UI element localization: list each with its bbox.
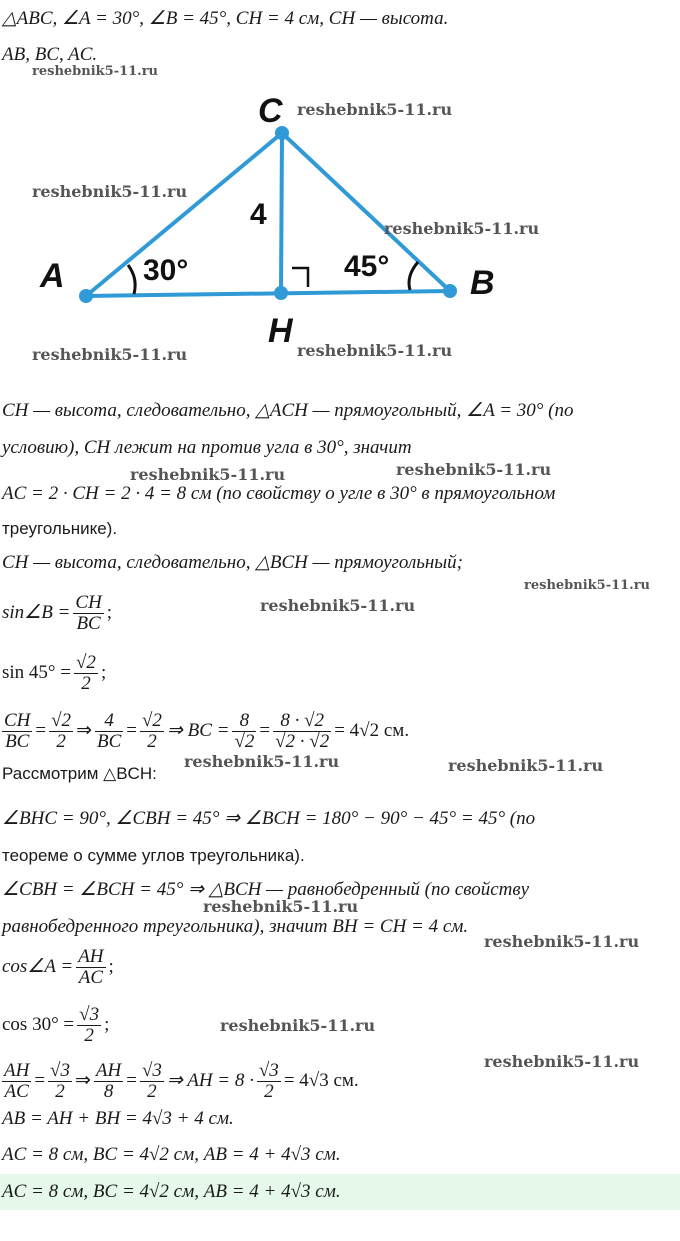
answer-box <box>0 1174 680 1210</box>
given-line-2: AB, BC, AC. <box>2 44 98 65</box>
right-angle-mark <box>292 268 308 287</box>
step-6a: ∠CBH = ∠BCH = 45° ⇒ △BCH — равнобедренный (по свойству <box>2 879 530 900</box>
watermark: reshebnik5-11.ru <box>396 460 552 479</box>
step-2a: AC = 2 · CH = 2 · 4 = 8 см (по свойству о угле в 30° в прямоугольном <box>2 483 556 504</box>
cos-30-formula: cos 30° = $\frac{√3}{2}$ ; <box>2 1003 110 1046</box>
step-8: AC = 8 см, BC = 4√2 см, AB = 4 + 4√3 см. <box>2 1144 341 1165</box>
side-ab <box>86 291 450 296</box>
step-6b: равнобедренного треугольника), значит BH = CH = 4 см. <box>2 916 469 937</box>
label-angle-b: 45° <box>344 250 390 283</box>
step-2b: треугольнике). <box>2 519 118 538</box>
watermark: reshebnik5-11.ru <box>484 1052 640 1071</box>
angle-a-arc <box>128 265 135 294</box>
step-7: AB = AH + BH = 4√3 + 4 см. <box>2 1108 234 1129</box>
watermark: reshebnik5-11.ru <box>32 64 159 79</box>
bc-equation: $\frac{CH}{BC}$ = $\frac{√2}{2}$ ⇒ $\frac{4}{BC}$ = $\frac{√2}{2}$ ⇒ BC = $\frac{8}{√2}$ = $\frac{8 \cdot √2}{√2 \cdot √2}$ = 4√2 см. <box>4 709 410 752</box>
step-1a: CH — высота, следовательно, △ACH — прямоугольный, ∠A = 30° (по <box>2 400 574 421</box>
watermark: reshebnik5-11.ru <box>260 596 416 615</box>
watermark: reshebnik5-11.ru <box>203 897 359 916</box>
label-angle-a: 30° <box>143 254 189 287</box>
watermark: reshebnik5-11.ru <box>384 219 540 238</box>
label-h: H <box>268 312 293 350</box>
angle-b-arc <box>409 262 418 290</box>
sin-b-formula: sin∠B = $\frac{CH}{BC}$ ; <box>2 591 113 634</box>
watermark: reshebnik5-11.ru <box>130 465 286 484</box>
step-5a: ∠BHC = 90°, ∠CBH = 45° ⇒ ∠BCH = 180° − 90° − 45° = 45° (по <box>2 808 536 829</box>
cos-a-formula: cos∠A = $\frac{AH}{AC}$ ; <box>2 945 114 988</box>
watermark: reshebnik5-11.ru <box>297 100 453 119</box>
watermark: reshebnik5-11.ru <box>32 345 188 364</box>
label-side-ch: 4 <box>250 198 267 231</box>
sin-45-formula: sin 45° = $\frac{√2}{2}$ ; <box>2 651 107 694</box>
watermark: reshebnik5-11.ru <box>32 182 188 201</box>
label-a: A <box>40 257 65 295</box>
label-c: C <box>258 92 283 130</box>
triangle-figure <box>0 80 680 380</box>
step-5b: теореме о сумме углов треугольника). <box>2 846 305 865</box>
step-3: CH — высота, следовательно, △BCH — прямоугольный; <box>2 552 463 573</box>
height-ch <box>281 133 282 293</box>
watermark: reshebnik5-11.ru <box>297 341 453 360</box>
given-line-1: △ABC, ∠A = 30°, ∠B = 45°, CH = 4 см, CH — высота. <box>2 8 449 29</box>
step-1b: условию), CH лежит на против угла в 30°, значит <box>2 437 412 458</box>
watermark: reshebnik5-11.ru <box>484 932 640 951</box>
watermark: reshebnik5-11.ru <box>220 1016 376 1035</box>
point-b <box>443 284 457 298</box>
answer-text: AC = 8 см, BC = 4√2 см, AB = 4 + 4√3 см. <box>2 1181 341 1202</box>
watermark: reshebnik5-11.ru <box>184 752 340 771</box>
watermark: reshebnik5-11.ru <box>524 578 651 593</box>
label-b: B <box>470 264 495 302</box>
step-4: Рассмотрим △BCH: <box>2 764 157 783</box>
point-h <box>274 286 288 300</box>
ah-equation: $\frac{AH}{AC}$ = $\frac{√3}{2}$ ⇒ $\frac{AH}{8}$ = $\frac{√3}{2}$ ⇒ AH = 8 · $\frac{√3}{2}$ = 4√3 см. <box>4 1059 359 1102</box>
point-a <box>79 289 93 303</box>
watermark: reshebnik5-11.ru <box>448 756 604 775</box>
